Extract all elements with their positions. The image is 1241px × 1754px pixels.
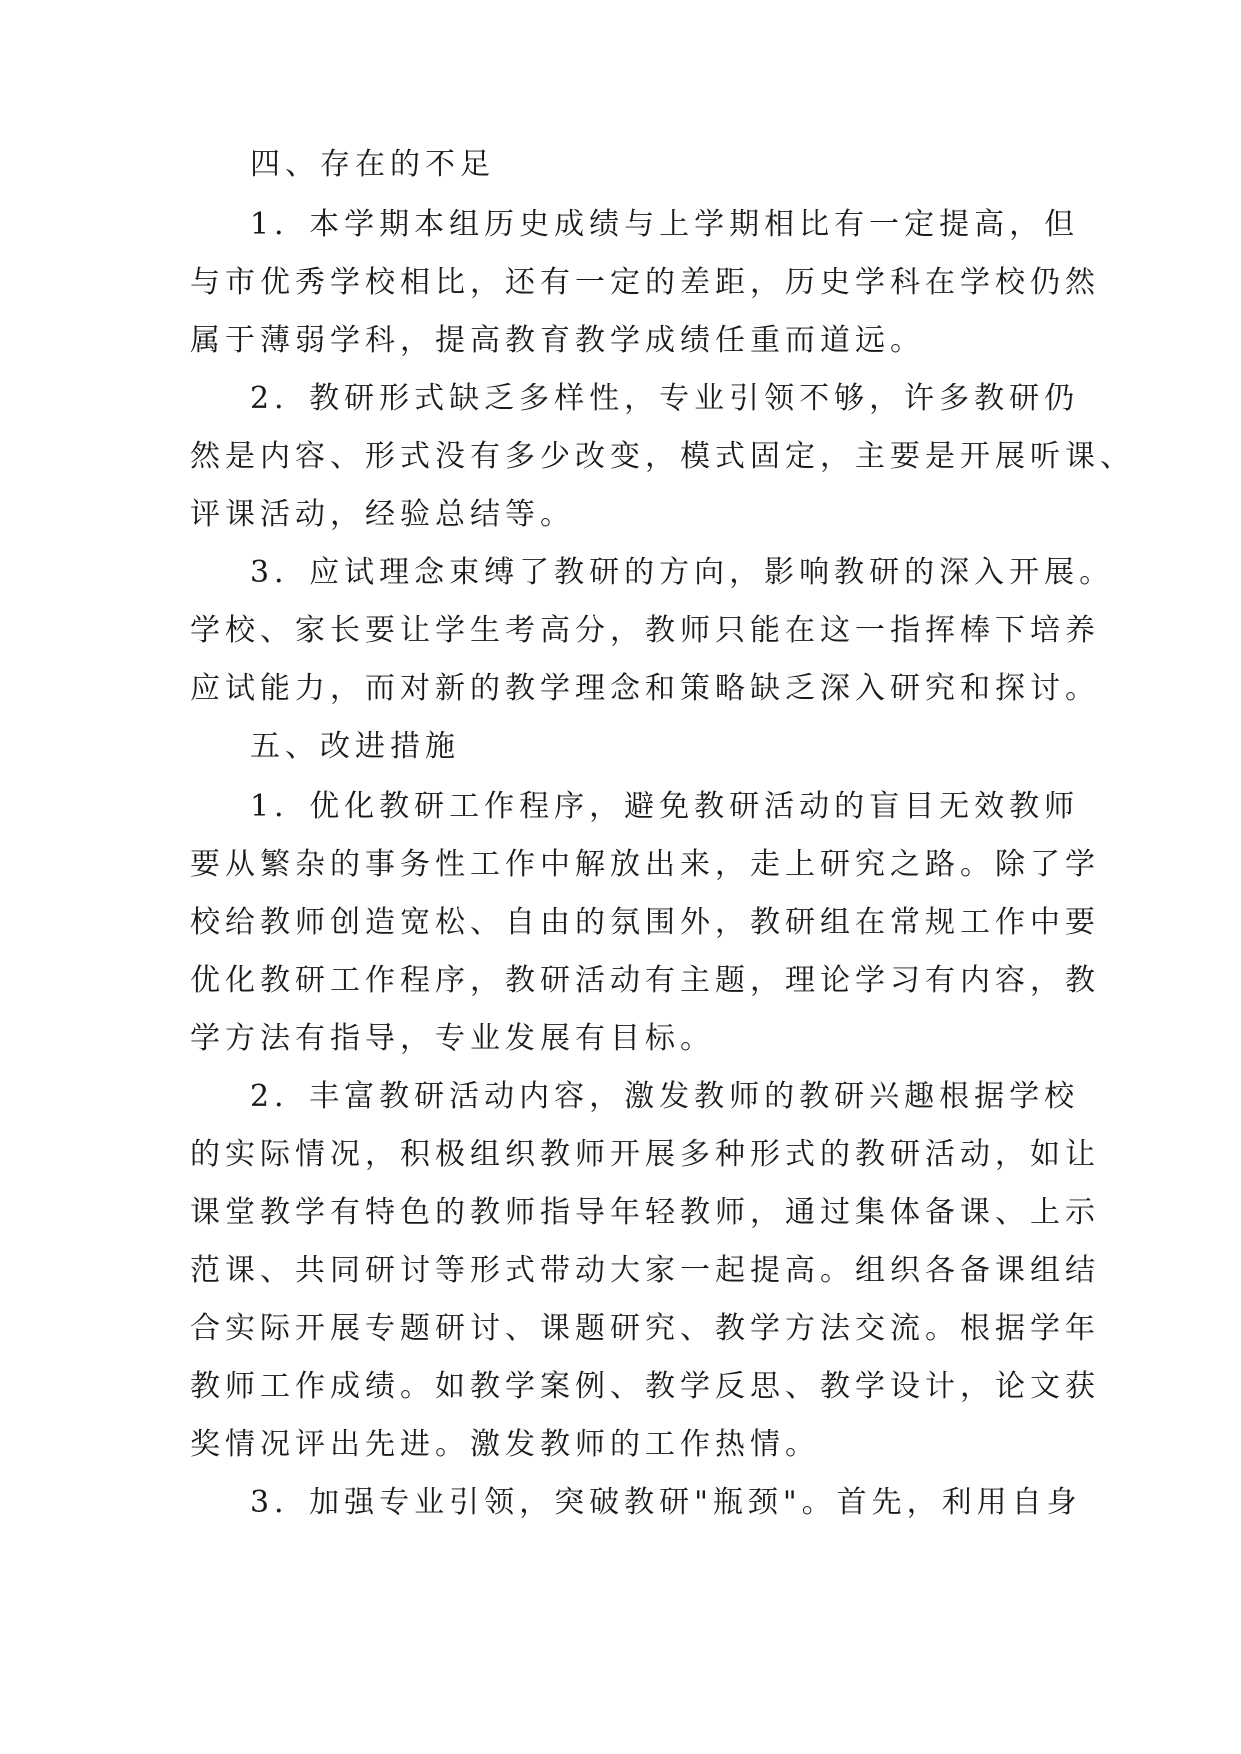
paragraph-line: 奖情况评出先进。激发教师的工作热情。 (190, 1427, 820, 1462)
paragraph-line: 1．优化教研工作程序，避免教研活动的盲目无效教师 (250, 789, 1080, 824)
section-heading-improvements: 五、改进措施 (250, 729, 460, 764)
paragraph-line: 校给教师创造宽松、自由的氛围外，教研组在常规工作中要 (190, 905, 1100, 940)
paragraph-line: 学方法有指导，专业发展有目标。 (190, 1021, 715, 1056)
paragraph-line: 教师工作成绩。如教学案例、教学反思、教学设计，论文获 (190, 1369, 1100, 1404)
paragraph-line: 2．教研形式缺乏多样性，专业引领不够，许多教研仍 (250, 381, 1080, 416)
paragraph-line: 与市优秀学校相比，还有一定的差距，历史学科在学校仍然 (190, 265, 1100, 300)
paragraph-line: 然是内容、形式没有多少改变，模式固定，主要是开展听课、 (190, 439, 1135, 474)
paragraph-line: 课堂教学有特色的教师指导年轻教师，通过集体备课、上示 (190, 1195, 1100, 1230)
paragraph-line: 2．丰富教研活动内容，激发教师的教研兴趣根据学校 (250, 1079, 1080, 1114)
paragraph-line: 范课、共同研讨等形式带动大家一起提高。组织各备课组结 (190, 1253, 1100, 1288)
paragraph-line: 1．本学期本组历史成绩与上学期相比有一定提高，但 (250, 207, 1080, 242)
paragraph-line: 评课活动，经验总结等。 (190, 497, 575, 532)
paragraph-line: 合实际开展专题研讨、课题研究、教学方法交流。根据学年 (190, 1311, 1100, 1346)
paragraph-line: 要从繁杂的事务性工作中解放出来，走上研究之路。除了学 (190, 847, 1100, 882)
paragraph-line: 3．加强专业引领，突破教研"瓶颈"。首先，利用自身 (250, 1485, 1082, 1520)
paragraph-line: 应试能力，而对新的教学理念和策略缺乏深入研究和探讨。 (190, 671, 1100, 706)
paragraph-line: 优化教研工作程序，教研活动有主题，理论学习有内容，教 (190, 963, 1100, 998)
section-heading-deficiencies: 四、存在的不足 (250, 147, 495, 182)
paragraph-line: 属于薄弱学科，提高教育教学成绩任重而道远。 (190, 323, 925, 358)
paragraph-line: 3．应试理念束缚了教研的方向，影响教研的深入开展。 (250, 555, 1115, 590)
paragraph-line: 学校、家长要让学生考高分，教师只能在这一指挥棒下培养 (190, 613, 1100, 648)
paragraph-line: 的实际情况，积极组织教师开展多种形式的教研活动，如让 (190, 1137, 1100, 1172)
